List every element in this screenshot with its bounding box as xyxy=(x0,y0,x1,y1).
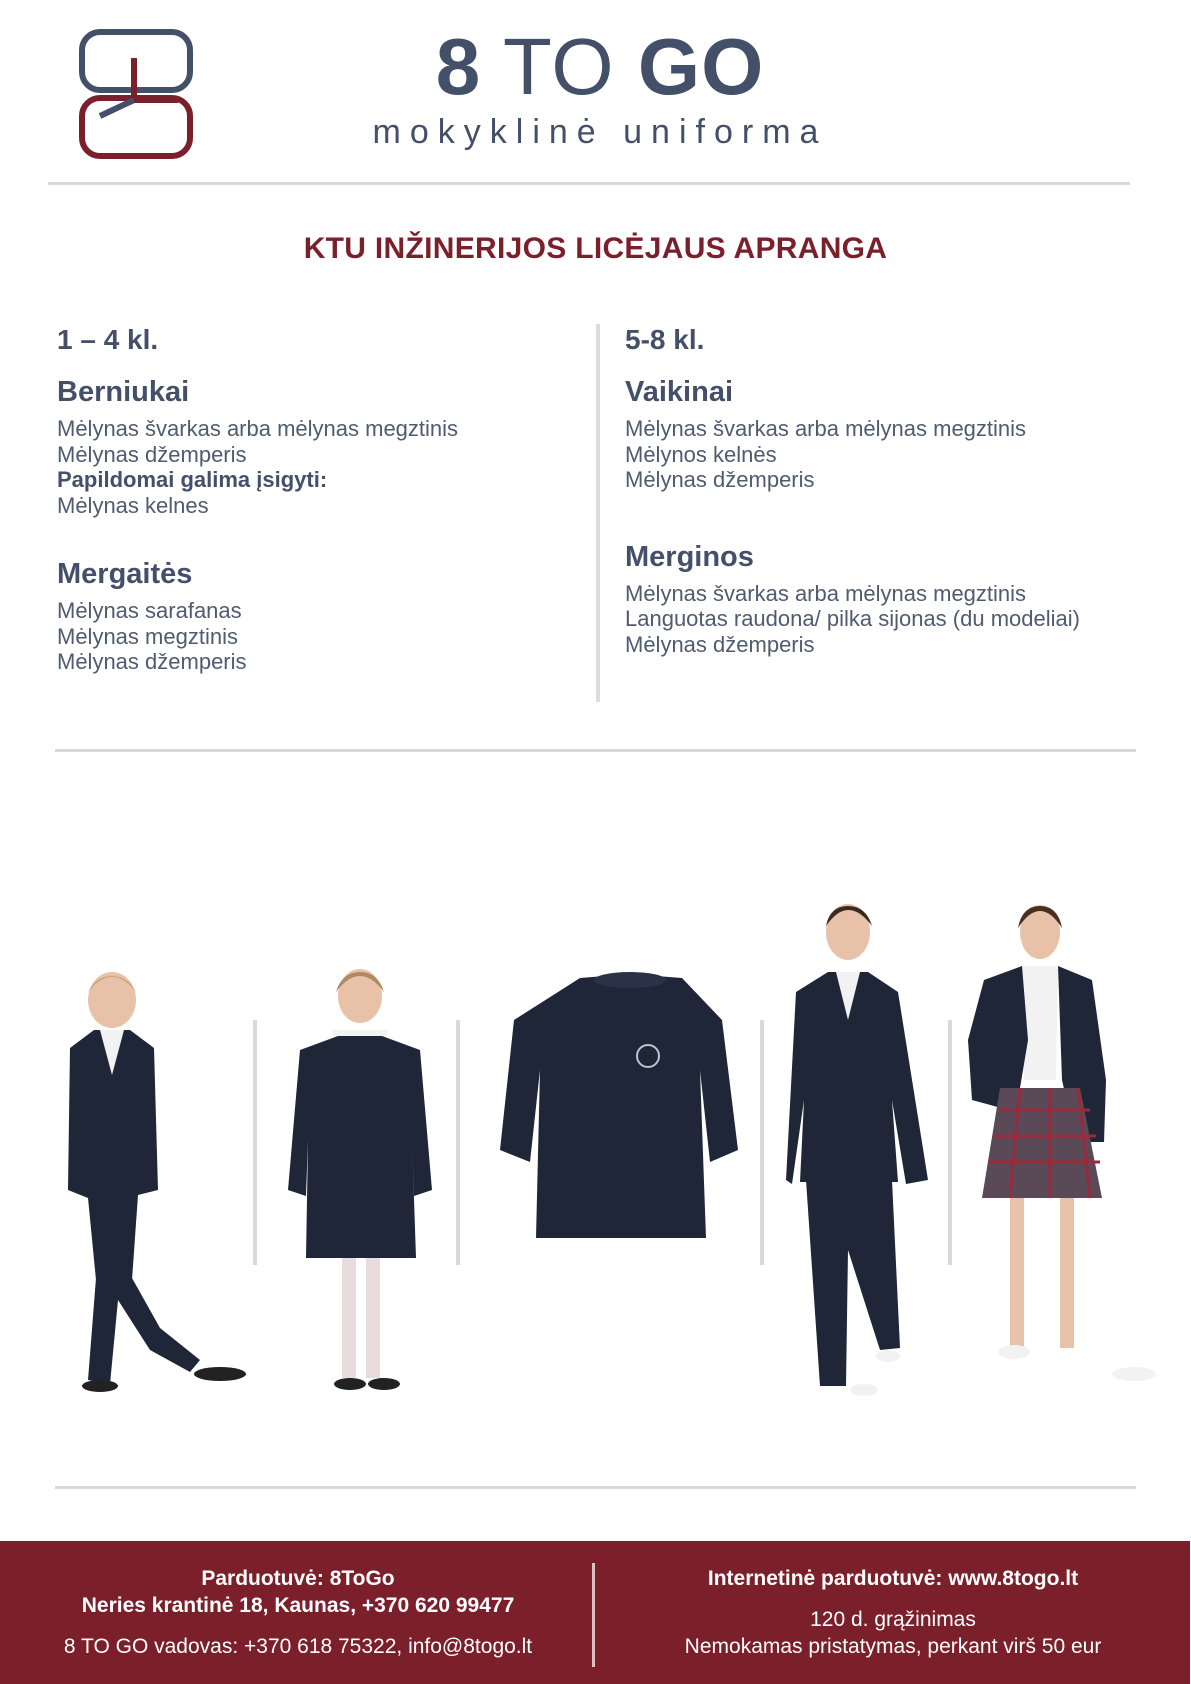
brand-title xyxy=(340,22,860,112)
section-title: Merginos xyxy=(625,540,754,573)
section-title: Mergaitės xyxy=(57,558,193,590)
section-title: Vaikinai xyxy=(625,376,734,408)
list-item: Mėlynas džemperis xyxy=(57,649,247,674)
brand-subtitle: mokyklinė uniforma xyxy=(372,113,828,151)
teen-boy-suit-photo xyxy=(786,904,928,1396)
footer xyxy=(0,1541,1190,1684)
footer-divider xyxy=(592,1563,595,1667)
photo-divider xyxy=(948,1020,952,1265)
photo-divider xyxy=(760,1020,764,1265)
manager-contact: 8 TO GO vadovas: +370 618 75322, info@8togo.lt xyxy=(63,1635,533,1658)
online-store-link: Internetinė parduotuvė: www.8togo.lt xyxy=(707,1567,1079,1590)
brand-number: 8 xyxy=(435,22,482,111)
uniform-photos xyxy=(0,880,1191,1400)
header-divider xyxy=(48,182,1130,185)
teen-girl-skirt-photo xyxy=(968,905,1156,1381)
list-item: Mėlynas švarkas arba mėlynas megztinis xyxy=(625,416,1027,441)
item-list xyxy=(57,416,577,518)
grade-heading: 5-8 kl. xyxy=(625,324,705,355)
girls-section xyxy=(57,556,577,675)
page-title: KTU INŽINERIJOS LICĖJAUS APRANGA xyxy=(303,232,888,265)
column-divider xyxy=(596,324,600,702)
store-label: Parduotuvė: 8ToGo xyxy=(201,1567,395,1590)
boys-section xyxy=(57,374,577,518)
store-address: Neries krantinė 18, Kaunas, +370 620 99477 xyxy=(81,1594,515,1617)
brand-to: TO xyxy=(502,22,615,111)
list-item: Languotas raudona/ pilka sijonas (du modeliai) xyxy=(625,606,1080,631)
list-item: Mėlynos kelnės xyxy=(625,441,777,467)
additional-label: Papildomai galima įsigyti: xyxy=(57,467,328,492)
section-divider xyxy=(55,749,1136,752)
photo-divider xyxy=(253,1020,257,1265)
section-title: Berniukai xyxy=(57,376,190,408)
online-store-info xyxy=(610,1565,1176,1660)
boy-suit-photo xyxy=(68,972,246,1392)
list-item: Mėlynas kelnes xyxy=(57,492,209,518)
list-item: Mėlynas džemperis xyxy=(625,467,815,492)
list-item: Mėlynas džemperis xyxy=(625,631,815,657)
shipping-info: Nemokamas pristatymas, perkant virš 50 eur xyxy=(684,1635,1102,1658)
list-item: Mėlynas megztinis xyxy=(57,623,238,649)
returns-info: 120 d. grąžinimas xyxy=(810,1608,976,1631)
list-item: Mėlynas švarkas arba mėlynas megztinis xyxy=(625,580,1027,606)
brand-logo xyxy=(78,28,194,160)
boys-section xyxy=(625,374,1165,493)
brand-go: GO xyxy=(637,22,765,111)
brand-wordmark xyxy=(340,22,860,150)
store-info xyxy=(40,1565,556,1660)
grades-5-8-column xyxy=(625,322,1165,693)
footer-top-divider xyxy=(55,1486,1136,1489)
list-item: Mėlynas švarkas arba mėlynas megztinis xyxy=(57,416,459,441)
girl-sarafan-photo xyxy=(288,969,432,1390)
girls-section xyxy=(625,539,1165,658)
list-item: Mėlynas džemperis xyxy=(57,441,247,467)
photo-divider xyxy=(456,1020,460,1265)
item-list xyxy=(625,416,1165,493)
item-list xyxy=(625,581,1165,658)
grades-1-4-column xyxy=(57,322,577,711)
item-list xyxy=(57,598,577,675)
grade-heading: 1 – 4 kl. xyxy=(57,324,159,355)
sweater-photo xyxy=(500,972,738,1238)
list-item: Mėlynas sarafanas xyxy=(57,598,242,623)
